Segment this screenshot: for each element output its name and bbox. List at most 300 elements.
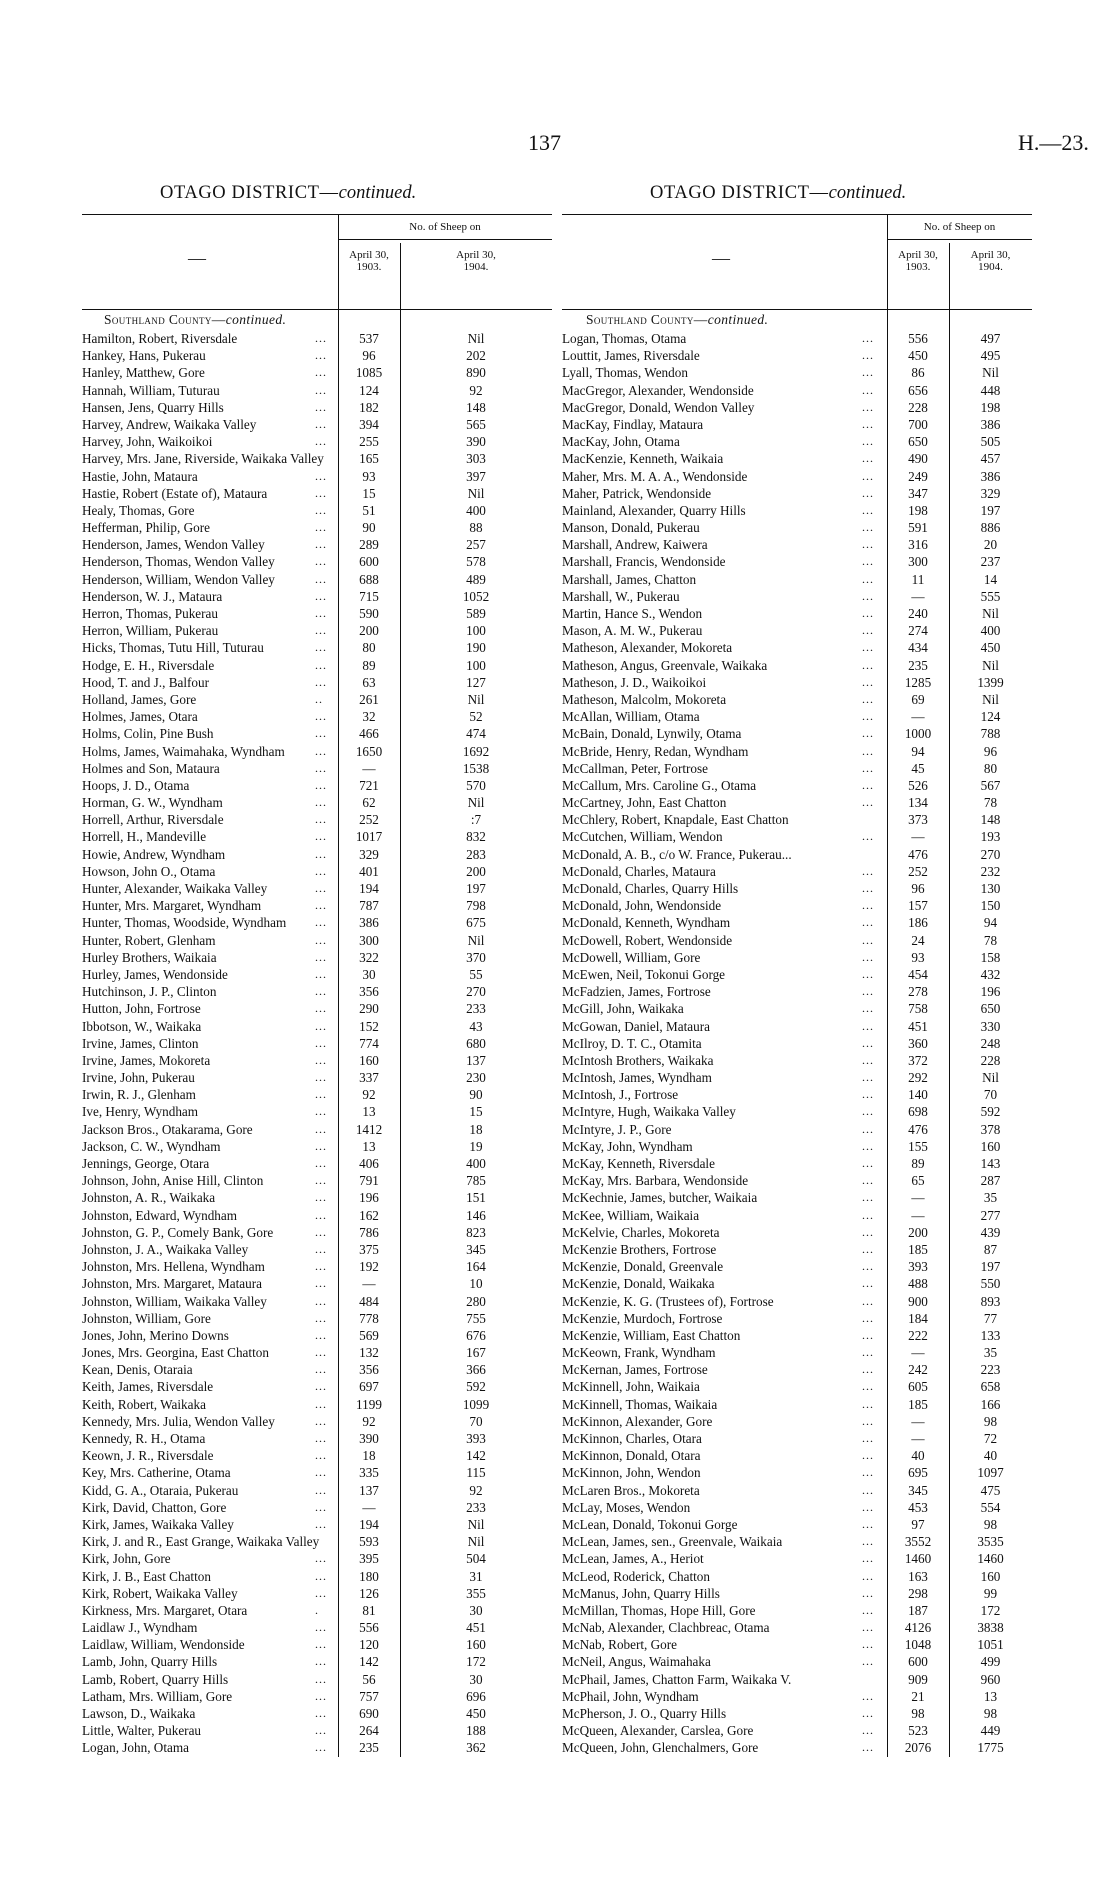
sheep-1904: 823 — [466, 1224, 486, 1240]
sheep-1903: 11 — [911, 571, 925, 587]
table-row — [82, 1585, 552, 1602]
table-row — [562, 1378, 1032, 1395]
sheep-1904: 87 — [983, 1241, 998, 1257]
owner-name: Marshall, Andrew, Kaiwera — [562, 537, 708, 553]
sheep-1904: 98 — [983, 1706, 998, 1721]
sheep-1904: 450 — [980, 640, 1001, 656]
sheep-1904: Nil — [467, 1534, 485, 1550]
sheep-1904: 31 — [469, 1568, 483, 1584]
owner-name: Keown, J. R., Riversdale — [82, 1448, 214, 1464]
owner-name: Hastie, John, Mataura — [82, 468, 198, 484]
leader-dots: ... — [862, 829, 874, 844]
sheep-1903: 93 — [911, 949, 925, 965]
right-title-main: OTAGO DISTRICT— — [650, 183, 829, 203]
sheep-1904: 1775 — [977, 1740, 1004, 1756]
sheep-1904: 197 — [466, 881, 486, 896]
owner-name: Johnston, William, Waikaka Valley — [82, 1293, 267, 1309]
table-row — [82, 932, 552, 949]
sheep-1904: 166 — [980, 1396, 1001, 1412]
table-row — [562, 1722, 1032, 1739]
sheep-1904: 489 — [466, 571, 486, 587]
table-row — [82, 949, 552, 966]
leader-dots: ... — [862, 1740, 874, 1755]
sheep-1904: 450 — [466, 1706, 486, 1721]
table-row — [562, 743, 1032, 760]
table-row — [82, 588, 552, 605]
sheep-1904: 449 — [980, 1723, 1001, 1739]
owner-name: Johnston, Edward, Wyndham — [82, 1207, 237, 1223]
sheep-1904: 3838 — [977, 1620, 1004, 1636]
sheep-1903: 40 — [911, 1448, 925, 1464]
leader-dots: ... — [862, 863, 874, 878]
table-row — [562, 347, 1032, 364]
owner-name: Kirk, David, Chatton, Gore — [82, 1499, 227, 1515]
table-row — [562, 1000, 1032, 1017]
sheep-1903: 45 — [911, 760, 925, 776]
owner-name: McKelvie, Charles, Mokoreta — [562, 1224, 720, 1240]
table-row — [562, 966, 1032, 983]
owner-name: Kean, Denis, Otaraia — [82, 1362, 193, 1378]
sheep-1904: 386 — [980, 416, 1001, 432]
sheep-1904: 680 — [466, 1035, 486, 1051]
leader-dots: ... — [862, 331, 874, 345]
leader-dots: ... — [862, 1001, 874, 1016]
sheep-1903: 13 — [362, 1104, 376, 1120]
sheep-1903: 373 — [908, 812, 928, 828]
sheep-1903: 198 — [908, 502, 928, 518]
sheep-1903: 289 — [359, 537, 379, 553]
sheep-1904: Nil — [467, 1516, 485, 1532]
owner-name: McKee, William, Waikaia — [562, 1207, 700, 1223]
sheep-1904: 158 — [980, 949, 1001, 965]
table-row — [82, 777, 552, 794]
sheep-1904: 20 — [983, 537, 998, 553]
sheep-1903: 337 — [359, 1070, 379, 1086]
owner-name: McKenzie Brothers, Fortrose — [562, 1241, 717, 1257]
table-row — [562, 1550, 1032, 1567]
owner-name: McNab, Robert, Gore — [562, 1637, 677, 1653]
sheep-1904: 90 — [469, 1087, 483, 1103]
table-row — [562, 949, 1032, 966]
leader-dots: ... — [315, 657, 327, 672]
owner-name: McDonald, Charles, Mataura — [562, 863, 716, 879]
owner-name: Kirk, James, Waikaka Valley — [82, 1516, 234, 1532]
sheep-1904: 98 — [983, 1413, 998, 1429]
table-row — [82, 1550, 552, 1567]
owner-name: Little, Walter, Pukerau — [82, 1723, 202, 1739]
leader-dots: ... — [862, 1585, 874, 1600]
sheep-1904: 94 — [983, 915, 998, 931]
owner-name: McKenzie, K. G. (Trustees of), Fortrose — [562, 1293, 774, 1309]
sheep-1903: 51 — [362, 502, 376, 518]
sheep-1903: 252 — [359, 812, 379, 828]
leader-dots: ... — [315, 1087, 327, 1102]
sheep-1904: 223 — [980, 1362, 1001, 1378]
sheep-1904: Nil — [467, 485, 485, 501]
sheep-1904: 277 — [980, 1207, 1001, 1223]
leader-dots: ... — [862, 691, 874, 706]
header-col-1903: April 30, 1903. — [349, 249, 389, 273]
sheep-1904: 248 — [980, 1035, 1001, 1051]
table-row — [562, 1121, 1032, 1138]
sheep-1904: 70 — [983, 1087, 998, 1103]
sheep-1904: 115 — [466, 1465, 486, 1481]
leader-dots: ... — [862, 1362, 874, 1377]
sheep-1904: 475 — [980, 1482, 1001, 1498]
leader-dots: ... — [862, 1156, 874, 1170]
sheep-1903: 786 — [359, 1224, 379, 1240]
table-row — [562, 1619, 1032, 1636]
sheep-1903: 695 — [908, 1465, 928, 1481]
owner-name: Howie, Andrew, Wyndham — [82, 846, 226, 862]
leader-dots: ... — [315, 399, 327, 414]
sheep-1904: 554 — [980, 1499, 1001, 1515]
leader-dots: ... — [315, 1448, 327, 1463]
sheep-1904: 886 — [980, 520, 1001, 536]
owner-name: Laidlaw, William, Wendonside — [82, 1637, 245, 1653]
table-row — [562, 1602, 1032, 1619]
leader-dots: ... — [315, 1052, 327, 1067]
owner-name: McKeown, Frank, Wyndham — [562, 1345, 716, 1361]
sheep-1904: 146 — [466, 1207, 486, 1223]
owner-name: Laidlaw J., Wyndham — [82, 1620, 198, 1636]
sheep-1904: 400 — [466, 502, 486, 518]
table-row — [562, 1224, 1032, 1241]
sheep-1903: 1650 — [355, 743, 383, 759]
sheep-1904: Nil — [467, 691, 485, 707]
sheep-1903: 450 — [908, 348, 928, 364]
leader-dots: ... — [315, 1740, 327, 1755]
table-row — [82, 1413, 552, 1430]
leader-dots: ... — [315, 984, 327, 999]
sheep-1904: 15 — [469, 1104, 483, 1120]
sheep-1903: 360 — [908, 1035, 928, 1051]
leader-dots: ... — [862, 1310, 874, 1325]
leader-dots: ... — [862, 795, 874, 810]
owner-name: Kirk, J. B., East Chatton — [82, 1568, 211, 1584]
table-row — [562, 760, 1032, 777]
owner-name: Hunter, Mrs. Margaret, Wyndham — [82, 898, 262, 914]
leader-dots: ... — [862, 1723, 874, 1738]
sheep-1904: 270 — [466, 984, 486, 1000]
sheep-1904: 650 — [980, 1001, 1001, 1017]
sheep-1903: — — [362, 760, 376, 776]
owner-name: Hunter, Alexander, Waikaka Valley — [82, 881, 268, 896]
sheep-1904: 658 — [980, 1379, 1001, 1395]
table-row — [562, 1533, 1032, 1550]
sheep-1903: 196 — [359, 1190, 379, 1206]
sheep-1903: 556 — [908, 331, 928, 346]
sheep-1904: 193 — [980, 829, 1001, 845]
owner-name: Kirk, Robert, Waikaka Valley — [82, 1585, 238, 1601]
table-row — [562, 811, 1032, 828]
owner-name: Harvey, John, Waikoikoi — [82, 434, 213, 450]
leader-dots: ... — [862, 1431, 874, 1445]
leader-dots: ... — [315, 1620, 327, 1635]
sheep-1903: 180 — [359, 1568, 379, 1584]
sheep-1903: — — [362, 1276, 376, 1292]
leader-dots: ... — [862, 777, 874, 792]
leader-dots: ... — [315, 1001, 327, 1016]
table-row — [562, 725, 1032, 742]
sheep-1904: 72 — [983, 1431, 998, 1446]
leader-dots: ... — [315, 1637, 327, 1652]
owner-name: Matheson, Angus, Greenvale, Waikaka — [562, 657, 768, 673]
sheep-1904: 43 — [469, 1018, 483, 1034]
table-row — [562, 657, 1032, 674]
sheep-1904: 1538 — [462, 760, 490, 776]
sheep-1904: 137 — [466, 1052, 486, 1068]
sheep-1903: — — [911, 1431, 925, 1446]
table-row — [82, 760, 552, 777]
owner-name: Herron, William, Pukerau — [82, 623, 219, 639]
sheep-1904: 92 — [469, 382, 483, 398]
leader-dots: ... — [315, 812, 327, 827]
table-row — [82, 897, 552, 914]
table-row — [562, 416, 1032, 433]
sheep-1903: 591 — [908, 520, 928, 536]
table-row — [82, 1103, 552, 1120]
leader-dots: ... — [315, 1431, 327, 1445]
owner-name: Kennedy, Mrs. Julia, Wendon Valley — [82, 1413, 275, 1429]
sheep-1904: 499 — [980, 1654, 1001, 1670]
sheep-1904: 570 — [466, 777, 486, 793]
table-row — [562, 536, 1032, 553]
leader-dots: ... — [315, 1327, 327, 1342]
sheep-1903: 698 — [908, 1104, 928, 1120]
table-row — [562, 571, 1032, 588]
leader-dots: ... — [315, 1121, 327, 1136]
table-row — [82, 1568, 552, 1585]
owner-name: McCallman, Peter, Fortrose — [562, 760, 708, 776]
leader-dots: ... — [862, 1551, 874, 1566]
sheep-1903: 30 — [362, 966, 376, 982]
table-row — [82, 330, 552, 347]
owner-name: Jackson Bros., Otakarama, Gore — [82, 1121, 253, 1137]
header-group-label: No. of Sheep on — [409, 221, 481, 233]
leader-dots: ... — [315, 1035, 327, 1050]
sheep-1904: 98 — [983, 1516, 998, 1532]
owner-name: McIntyre, Hugh, Waikaka Valley — [562, 1104, 736, 1120]
leader-dots: ... — [862, 1482, 874, 1497]
owner-name: Hurley Brothers, Waikaia — [82, 949, 217, 965]
owner-name: Lyall, Thomas, Wendon — [562, 365, 688, 381]
sheep-1904: 257 — [466, 537, 486, 553]
section-heading: Southland County—continued. — [586, 312, 769, 327]
sheep-1904: 890 — [466, 365, 486, 381]
sheep-1903: 89 — [911, 1156, 925, 1171]
sheep-1903: 298 — [908, 1585, 928, 1601]
leader-dots: ... — [862, 554, 874, 569]
table-row — [82, 1121, 552, 1138]
table-row — [562, 1103, 1032, 1120]
sheep-1903: 185 — [908, 1396, 928, 1412]
leader-dots: ... — [862, 966, 874, 981]
sheep-1904: 1460 — [977, 1551, 1004, 1567]
table-row — [82, 846, 552, 863]
table-row — [562, 588, 1032, 605]
table-row — [562, 777, 1032, 794]
owner-name: Maher, Patrick, Wendonside — [562, 485, 712, 501]
owner-name: Jones, John, Merino Downs — [82, 1327, 229, 1343]
leader-dots: ... — [862, 1190, 874, 1205]
table-row — [562, 1327, 1032, 1344]
leader-dots: ... — [862, 1035, 874, 1050]
sheep-1904: 345 — [466, 1241, 486, 1257]
table-row — [82, 605, 552, 622]
table-row — [562, 1671, 1032, 1688]
left-title-main: OTAGO DISTRICT— — [160, 183, 339, 203]
owner-name: McDonald, Charles, Quarry Hills — [562, 881, 739, 896]
sheep-1904: 188 — [466, 1723, 486, 1739]
leader-dots: ... — [315, 1345, 327, 1360]
sheep-1903: 484 — [359, 1293, 379, 1309]
table-row — [82, 571, 552, 588]
leader-dots: ... — [315, 674, 327, 689]
owner-name: Horrell, Arthur, Riversdale — [82, 812, 224, 828]
leader-dots: ... — [862, 1259, 874, 1274]
sheep-1903: 155 — [908, 1138, 928, 1154]
sheep-1903: 261 — [359, 691, 379, 707]
owner-name: Henderson, James, Wendon Valley — [82, 537, 265, 553]
leader-dots: ... — [862, 1379, 874, 1394]
owner-name: MacGregor, Donald, Wendon Valley — [562, 399, 755, 415]
leader-dots: ... — [315, 1671, 327, 1686]
table-row — [82, 1241, 552, 1258]
sheep-1903: 182 — [359, 399, 379, 415]
owner-name: Manson, Donald, Pukerau — [562, 520, 700, 536]
table-row — [82, 468, 552, 485]
owner-name: McLean, James, A., Heriot — [562, 1551, 704, 1567]
sheep-1904: 99 — [983, 1585, 998, 1601]
sheep-1903: 290 — [359, 1001, 379, 1017]
sheep-1904: 143 — [980, 1156, 1001, 1171]
leader-dots: ... — [862, 1413, 874, 1428]
leader-dots: ... — [862, 468, 874, 483]
sheep-1904: 439 — [980, 1224, 1001, 1240]
sheep-1903: 142 — [359, 1654, 379, 1670]
sheep-1904: 228 — [980, 1052, 1001, 1068]
owner-name: Hunter, Robert, Glenham — [82, 932, 216, 948]
sheep-1903: 15 — [362, 485, 376, 501]
owner-name: McKinnell, Thomas, Waikaia — [562, 1396, 718, 1412]
sheep-1904: 451 — [466, 1620, 486, 1636]
sheep-1903: — — [911, 1345, 925, 1361]
table-row — [82, 1018, 552, 1035]
sheep-1904: 676 — [466, 1327, 486, 1343]
leader-dots: ... — [862, 1534, 874, 1549]
sheep-1904: 197 — [980, 502, 1001, 518]
table-row — [562, 828, 1032, 845]
leader-dots: ... — [315, 1104, 327, 1119]
leader-dots: ... — [315, 760, 327, 775]
table-row — [82, 1396, 552, 1413]
table-row — [82, 416, 552, 433]
leader-dots: ... — [862, 1087, 874, 1102]
leader-dots: ... — [862, 520, 874, 535]
sheep-1903: 386 — [359, 915, 379, 931]
sheep-1903: 1460 — [904, 1551, 932, 1567]
sheep-1903: 372 — [908, 1052, 928, 1068]
header-col-1904: April 30, 1904. — [970, 249, 1011, 273]
leader-dots: ... — [862, 434, 874, 449]
leader-dots: ... — [315, 1723, 327, 1738]
table-row — [562, 914, 1032, 931]
owner-name: McKenzie, Donald, Waikaka — [562, 1276, 715, 1292]
leader-dots: ... — [862, 949, 874, 964]
leader-dots: ... — [315, 1654, 327, 1669]
sheep-1904: Nil — [982, 606, 999, 621]
sheep-1903: 240 — [908, 606, 928, 621]
sheep-1903: 690 — [359, 1706, 379, 1721]
owner-name: MacKay, Findlay, Mataura — [562, 416, 704, 432]
leader-dots: ... — [315, 1259, 327, 1274]
table-row — [562, 605, 1032, 622]
owner-name: McDonald, John, Wendonside — [562, 898, 722, 914]
owner-name: Mainland, Alexander, Quarry Hills — [562, 502, 746, 518]
table-row — [82, 674, 552, 691]
table-row — [562, 399, 1032, 416]
leader-dots: ... — [315, 949, 327, 964]
sheep-1904: 233 — [466, 1001, 486, 1017]
table-row — [82, 399, 552, 416]
owner-name: Louttit, James, Riversdale — [562, 348, 700, 364]
sheep-1904: 88 — [469, 520, 483, 536]
owner-name: Holmes, James, Otara — [82, 709, 198, 725]
sheep-1903: — — [911, 1207, 925, 1223]
sheep-1904: 390 — [466, 434, 486, 450]
leader-dots: ... — [862, 1637, 874, 1652]
leader-dots: ... — [315, 1362, 327, 1377]
leader-dots: ... — [862, 1602, 874, 1617]
leader-dots: ... — [315, 1241, 327, 1256]
sheep-1904: 14 — [983, 571, 998, 587]
leader-dots: ... — [862, 898, 874, 913]
table-row — [562, 880, 1032, 897]
owner-name: MacKenzie, Kenneth, Waikaia — [562, 451, 724, 467]
leader-dots: ... — [315, 1138, 327, 1153]
leader-dots: ... — [315, 434, 327, 449]
table-row — [82, 433, 552, 450]
owner-name: Matheson, J. D., Waikoikoi — [562, 674, 707, 690]
sheep-1903: 162 — [359, 1207, 379, 1223]
owner-name: McMillan, Thomas, Hope Hill, Gore — [562, 1602, 756, 1618]
leader-dots: ... — [862, 382, 874, 397]
sheep-1904: 70 — [469, 1413, 483, 1429]
sheep-1903: 4126 — [904, 1620, 932, 1636]
sheep-1903: 488 — [908, 1276, 928, 1292]
table-row — [562, 674, 1032, 691]
sheep-1903: 300 — [908, 554, 928, 570]
table-row — [82, 657, 552, 674]
owner-name: Johnston, William, Gore — [82, 1310, 211, 1326]
sheep-1903: 406 — [359, 1156, 379, 1171]
sheep-1903: 21 — [911, 1688, 925, 1704]
sheep-1904: 3535 — [977, 1534, 1004, 1550]
owner-name: McIntosh, J., Fortrose — [562, 1087, 679, 1103]
sheep-1904: 592 — [466, 1379, 486, 1395]
table-row — [562, 450, 1032, 467]
sheep-1903: 194 — [359, 1516, 379, 1532]
table-row — [562, 1172, 1032, 1189]
table-row — [562, 1585, 1032, 1602]
sheep-1904: 400 — [466, 1156, 486, 1171]
sheep-1904: 497 — [980, 331, 1001, 346]
sheep-1904: 78 — [983, 795, 998, 811]
sheep-1904: 798 — [466, 898, 486, 914]
header-rule — [338, 239, 552, 240]
leader-dots: ... — [862, 1620, 874, 1635]
